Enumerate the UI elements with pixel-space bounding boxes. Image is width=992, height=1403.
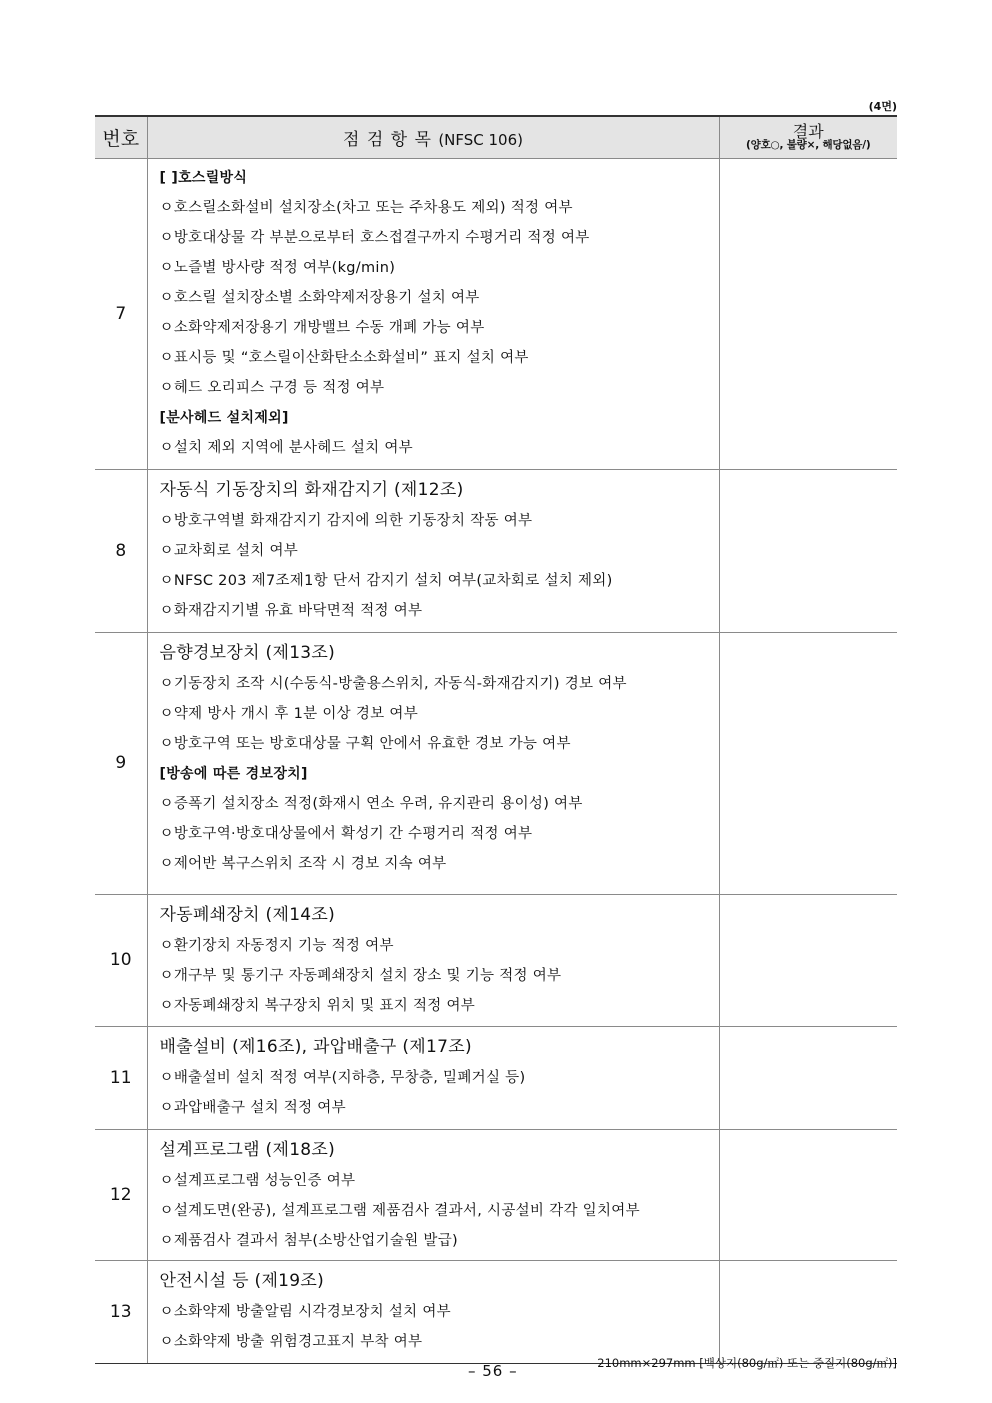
check-item [160, 699, 719, 729]
table-row [95, 894, 897, 1026]
check-item-text: 약제 방사 개시 후 1분 이상 경보 여부 [173, 705, 418, 722]
check-item [160, 596, 719, 626]
header-result-legend: (양호○, 불량×, 해당없음/) [746, 139, 871, 152]
header-item-code: (NFSC 106) [438, 130, 523, 149]
row-number: 8 [95, 469, 147, 632]
bullet-icon [160, 968, 174, 984]
check-item [160, 313, 719, 343]
row-items [147, 1129, 719, 1260]
bullet-icon [160, 826, 174, 842]
header-result-label: 결과 [792, 121, 824, 141]
section-title: 음향경보장치 (제13조) [159, 642, 336, 663]
table-row [95, 1026, 897, 1129]
row-number: 13 [95, 1260, 147, 1363]
result-cell[interactable] [719, 632, 897, 894]
check-item [160, 819, 719, 849]
bullet-icon [160, 796, 174, 812]
bullet-icon [160, 1233, 174, 1249]
page-number: – 56 – [468, 1362, 518, 1380]
bullet-icon [160, 573, 174, 589]
check-item-text: 배출설비 설치 적정 여부(지하층, 무창층, 밀폐거실 등) [173, 1069, 526, 1086]
table-row [95, 632, 897, 894]
row-items [147, 1026, 719, 1129]
check-item [160, 373, 719, 403]
bullet-icon [160, 230, 174, 246]
check-item-text: 기동장치 조작 시(수동식-방출용스위치, 자동식-화재감지기) 경보 여부 [173, 675, 627, 692]
bullet-icon [160, 1304, 174, 1320]
bullet-icon [160, 998, 174, 1014]
check-item [160, 343, 719, 373]
result-cell[interactable] [719, 158, 897, 469]
check-item-text: 과압배출구 설치 적정 여부 [173, 1099, 346, 1116]
bullet-icon [160, 440, 174, 456]
section-title: 안전시설 등 (제19조) [159, 1270, 325, 1291]
bullet-icon [160, 380, 174, 396]
check-item-text: 호스릴소화설비 설치장소(차고 또는 주차용도 제외) 적정 여부 [173, 199, 573, 216]
check-item-text: 방호구역별 화재감지기 감지에 의한 기동장치 작동 여부 [173, 512, 533, 529]
row-items [147, 894, 719, 1026]
check-item-text: 증폭기 설치장소 적정(화재시 연소 우려, 유지관리 용이성) 여부 [173, 795, 583, 812]
row-items [147, 469, 719, 632]
bullet-icon [160, 856, 174, 872]
header-number: 번호 [95, 116, 147, 158]
check-item [160, 991, 719, 1021]
check-item-text: 방호구역·방호대상물에서 확성기 간 수평거리 적정 여부 [173, 825, 533, 842]
check-item-text: 환기장치 자동정지 기능 적정 여부 [173, 937, 394, 954]
row-number: 11 [95, 1026, 147, 1129]
bullet-icon [160, 513, 174, 529]
section-title: 자동식 기동장치의 화재감지기 (제12조) [159, 479, 464, 500]
check-item [160, 223, 719, 253]
check-item-text: 방호구역 또는 방호대상물 구획 안에서 유효한 경보 가능 여부 [173, 735, 571, 752]
check-item-text: 설계프로그램 성능인증 여부 [173, 1172, 356, 1189]
bullet-icon [160, 290, 174, 306]
result-cell[interactable] [719, 1260, 897, 1363]
bullet-icon [160, 1203, 174, 1219]
check-item [160, 506, 719, 536]
check-item-text: 설계도면(완공), 설계프로그램 제품검사 결과서, 시공설비 각각 일치여부 [173, 1202, 640, 1219]
bullet-icon [160, 603, 174, 619]
check-item-text: NFSC 203 제7조제1항 단서 감지기 설치 여부(교차회로 설치 제외) [173, 572, 613, 589]
bullet-icon [160, 938, 174, 954]
result-cell[interactable] [719, 894, 897, 1026]
check-item-text: 소화약제저장용기 개방밸브 수동 개폐 가능 여부 [173, 319, 485, 336]
section-title: 설계프로그램 (제18조) [159, 1139, 336, 1160]
check-item [160, 1063, 719, 1093]
table-row [95, 469, 897, 632]
header-item-label: 점 검 항 목 [343, 129, 432, 150]
check-item [160, 931, 719, 961]
check-item-text: 제품검사 결과서 첨부(소방산업기술원 발급) [173, 1232, 458, 1249]
result-cell[interactable] [719, 469, 897, 632]
check-item [160, 789, 719, 819]
section-title: 배출설비 (제16조), 과압배출구 (제17조) [159, 1036, 472, 1057]
bullet-icon [160, 676, 174, 692]
bullet-icon [160, 320, 174, 336]
bullet-icon [160, 1100, 174, 1116]
check-item [160, 961, 719, 991]
check-item-text: 화재감지기별 유효 바닥면적 적정 여부 [173, 602, 423, 619]
check-item-text: 개구부 및 통기구 자동폐쇄장치 설치 장소 및 기능 적정 여부 [173, 967, 562, 984]
row-items [147, 158, 719, 469]
check-item [160, 1196, 719, 1226]
bullet-icon [160, 1334, 174, 1350]
bullet-icon [160, 1173, 174, 1189]
bullet-icon [160, 260, 174, 276]
check-item-text: 소화약제 방출 위험경고표지 부착 여부 [173, 1333, 423, 1350]
row-number: 12 [95, 1129, 147, 1260]
check-item [160, 849, 719, 879]
check-item [160, 283, 719, 313]
result-cell[interactable] [719, 1026, 897, 1129]
bullet-icon [160, 200, 174, 216]
row-number: 10 [95, 894, 147, 1026]
check-item [160, 1093, 719, 1123]
bullet-icon [160, 736, 174, 752]
check-item [160, 729, 719, 759]
page-label: (4면) [868, 100, 897, 113]
check-item-text: 노즐별 방사량 적정 여부(kg/min) [173, 259, 396, 276]
row-number: 7 [95, 158, 147, 469]
check-item-text: 헤드 오리피스 구경 등 적정 여부 [173, 379, 385, 396]
bullet-icon [160, 1070, 174, 1086]
subsection-heading: [방송에 따른 경보장치] [159, 765, 308, 782]
check-item [160, 1327, 719, 1357]
section-title: 자동폐쇄장치 (제14조) [159, 904, 336, 925]
check-item-text: 표시등 및 “호스릴이산화탄소소화설비” 표지 설치 여부 [173, 349, 529, 366]
header-item [147, 116, 719, 158]
inspection-table [95, 115, 897, 1364]
header-result [719, 116, 897, 158]
check-item [160, 536, 719, 566]
check-item-text: 방호대상물 각 부분으로부터 호스접결구까지 수평거리 적정 여부 [173, 229, 590, 246]
check-item [160, 1226, 719, 1256]
check-item-text: 자동폐쇄장치 복구장치 위치 및 표지 적정 여부 [173, 997, 476, 1014]
table-header-row [95, 116, 897, 158]
bullet-icon [160, 543, 174, 559]
bullet-icon [160, 350, 174, 366]
subsection-heading: [ ]호스릴방식 [159, 169, 248, 186]
result-cell[interactable] [719, 1129, 897, 1260]
check-item-text: 설치 제외 지역에 분사헤드 설치 여부 [173, 439, 413, 456]
check-item [160, 1166, 719, 1196]
check-item [160, 193, 719, 223]
paper-spec: 210mm×297mm [백상지(80g/㎡) 또는 중질지(80g/㎡)] [597, 1356, 897, 1370]
check-item-text: 호스릴 설치장소별 소화약제저장용기 설치 여부 [173, 289, 480, 306]
row-items [147, 632, 719, 894]
table-row [95, 1129, 897, 1260]
row-number: 9 [95, 632, 147, 894]
subsection-heading: [분사헤드 설치제외] [159, 409, 289, 426]
check-item [160, 669, 719, 699]
table-row [95, 1260, 897, 1363]
check-item [160, 433, 719, 463]
bullet-icon [160, 706, 174, 722]
row-items [147, 1260, 719, 1363]
check-item-text: 소화약제 방출알림 시각경보장치 설치 여부 [173, 1303, 451, 1320]
check-item-text: 교차회로 설치 여부 [173, 542, 299, 559]
check-item-text: 제어반 복구스위치 조작 시 경보 지속 여부 [173, 855, 447, 872]
check-item [160, 1297, 719, 1327]
table-row [95, 158, 897, 469]
check-item [160, 566, 719, 596]
check-item [160, 253, 719, 283]
